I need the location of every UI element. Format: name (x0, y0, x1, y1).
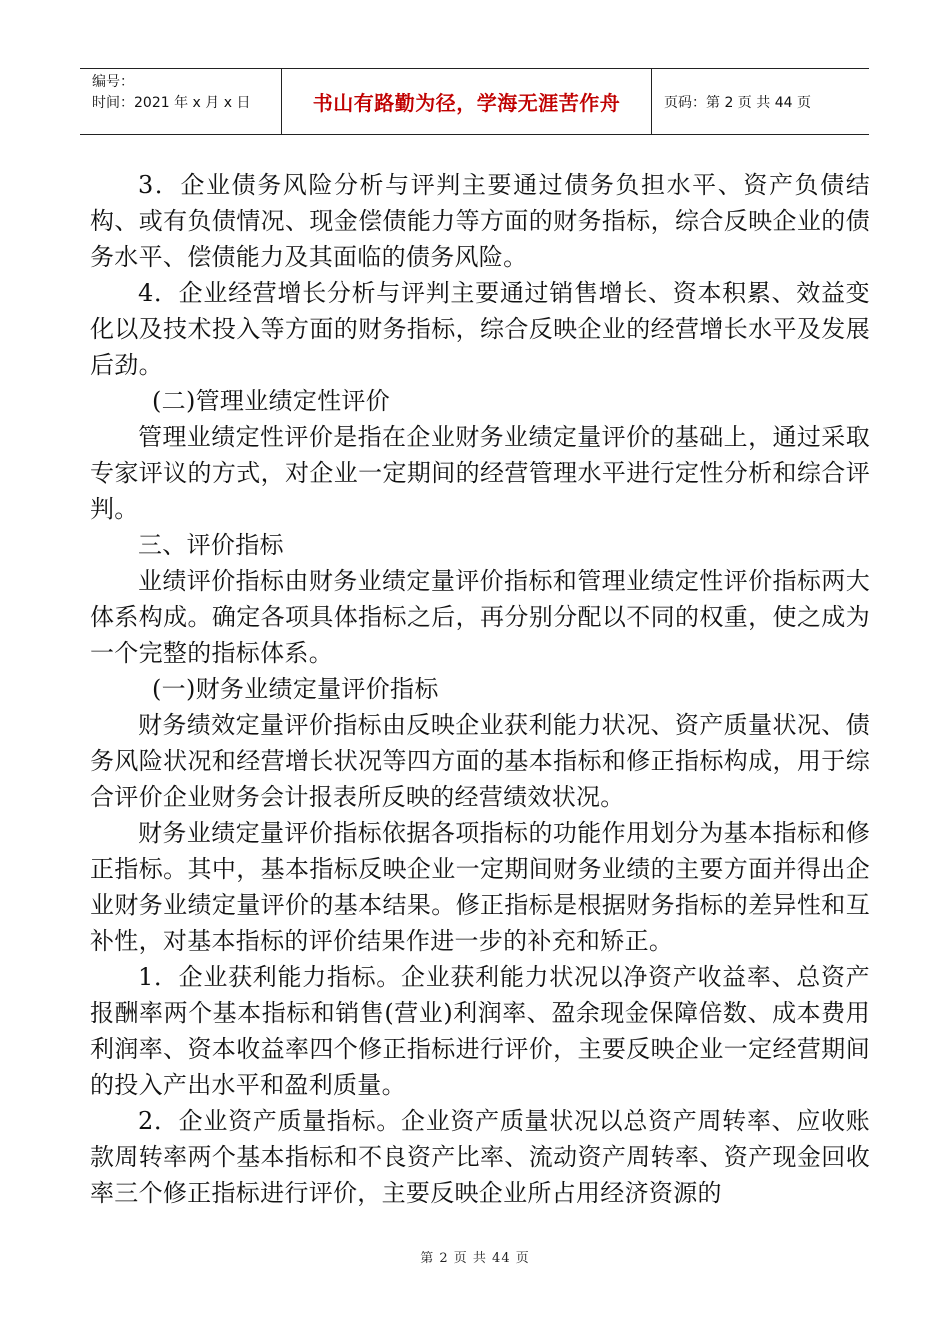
paragraph: 1．企业获利能力指标。企业获利能力状况以净资产收益率、总资产报酬率两个基本指标和销售(营业)利润率、盈余现金保障倍数、成本费用利润率、资本收益率四个修正指标进行评价，主要反映企业一定经营期间的投入产出水平和盈利质量。 (90, 963, 870, 1099)
document-number-label: 编号： (92, 74, 134, 90)
document-body (90, 167, 870, 1211)
paragraph: 3．企业债务风险分析与评判主要通过债务负担水平、资产负债结构、或有负债情况、现金偿债能力等方面的财务指标，综合反映企业的债务水平、偿债能力及其面临的债务风险。 (90, 171, 870, 271)
section-heading: (一)财务业绩定量评价指标 (152, 675, 439, 703)
paragraph: 4．企业经营增长分析与评判主要通过销售增长、资本积累、效益变化以及技术投入等方面的财务指标，综合反映企业的经营增长水平及发展后劲。 (90, 279, 870, 379)
motto-text: 书山有路勤为径，学海无涯苦作舟 (312, 91, 621, 115)
paragraph: 2．企业资产质量指标。企业资产质量状况以总资产周转率、应收账款周转率两个基本指标和不良资产比率、流动资产周转率、资产现金回收率三个修正指标进行评价，主要反映企业所占用经济资源的 (90, 1107, 870, 1207)
page-footer: 第 2 页 共 44 页 (420, 1251, 530, 1266)
document-date-label: 时间：2021 年 x 月 x 日 (92, 95, 251, 111)
page-header (80, 68, 869, 135)
header-page-info (652, 69, 869, 134)
page-number-label: 页码：第 2 页 共 44 页 (664, 94, 811, 111)
paragraph: 管理业绩定性评价是指在企业财务业绩定量评价的基础上，通过采取专家评议的方式，对企业一定期间的经营管理水平进行定性分析和综合评判。 (90, 423, 870, 523)
section-heading: 三、评价指标 (138, 531, 284, 559)
header-meta (80, 69, 282, 134)
paragraph: 业绩评价指标由财务业绩定量评价指标和管理业绩定性评价指标两大体系构成。确定各项具体指标之后，再分别分配以不同的权重，使之成为一个完整的指标体系。 (90, 567, 870, 667)
paragraph: 财务绩效定量评价指标由反映企业获利能力状况、资产质量状况、债务风险状况和经营增长状况等四方面的基本指标和修正指标构成，用于综合评价企业财务会计报表所反映的经营绩效状况。 (90, 711, 870, 811)
header-motto (282, 69, 652, 134)
paragraph: 财务业绩定量评价指标依据各项指标的功能作用划分为基本指标和修正指标。其中，基本指标反映企业一定期间财务业绩的主要方面并得出企业财务业绩定量评价的基本结果。修正指标是根据财务指标的差异性和互补性，对基本指标的评价结果作进一步的补充和矫正。 (90, 819, 870, 955)
section-heading: (二)管理业绩定性评价 (152, 387, 391, 415)
